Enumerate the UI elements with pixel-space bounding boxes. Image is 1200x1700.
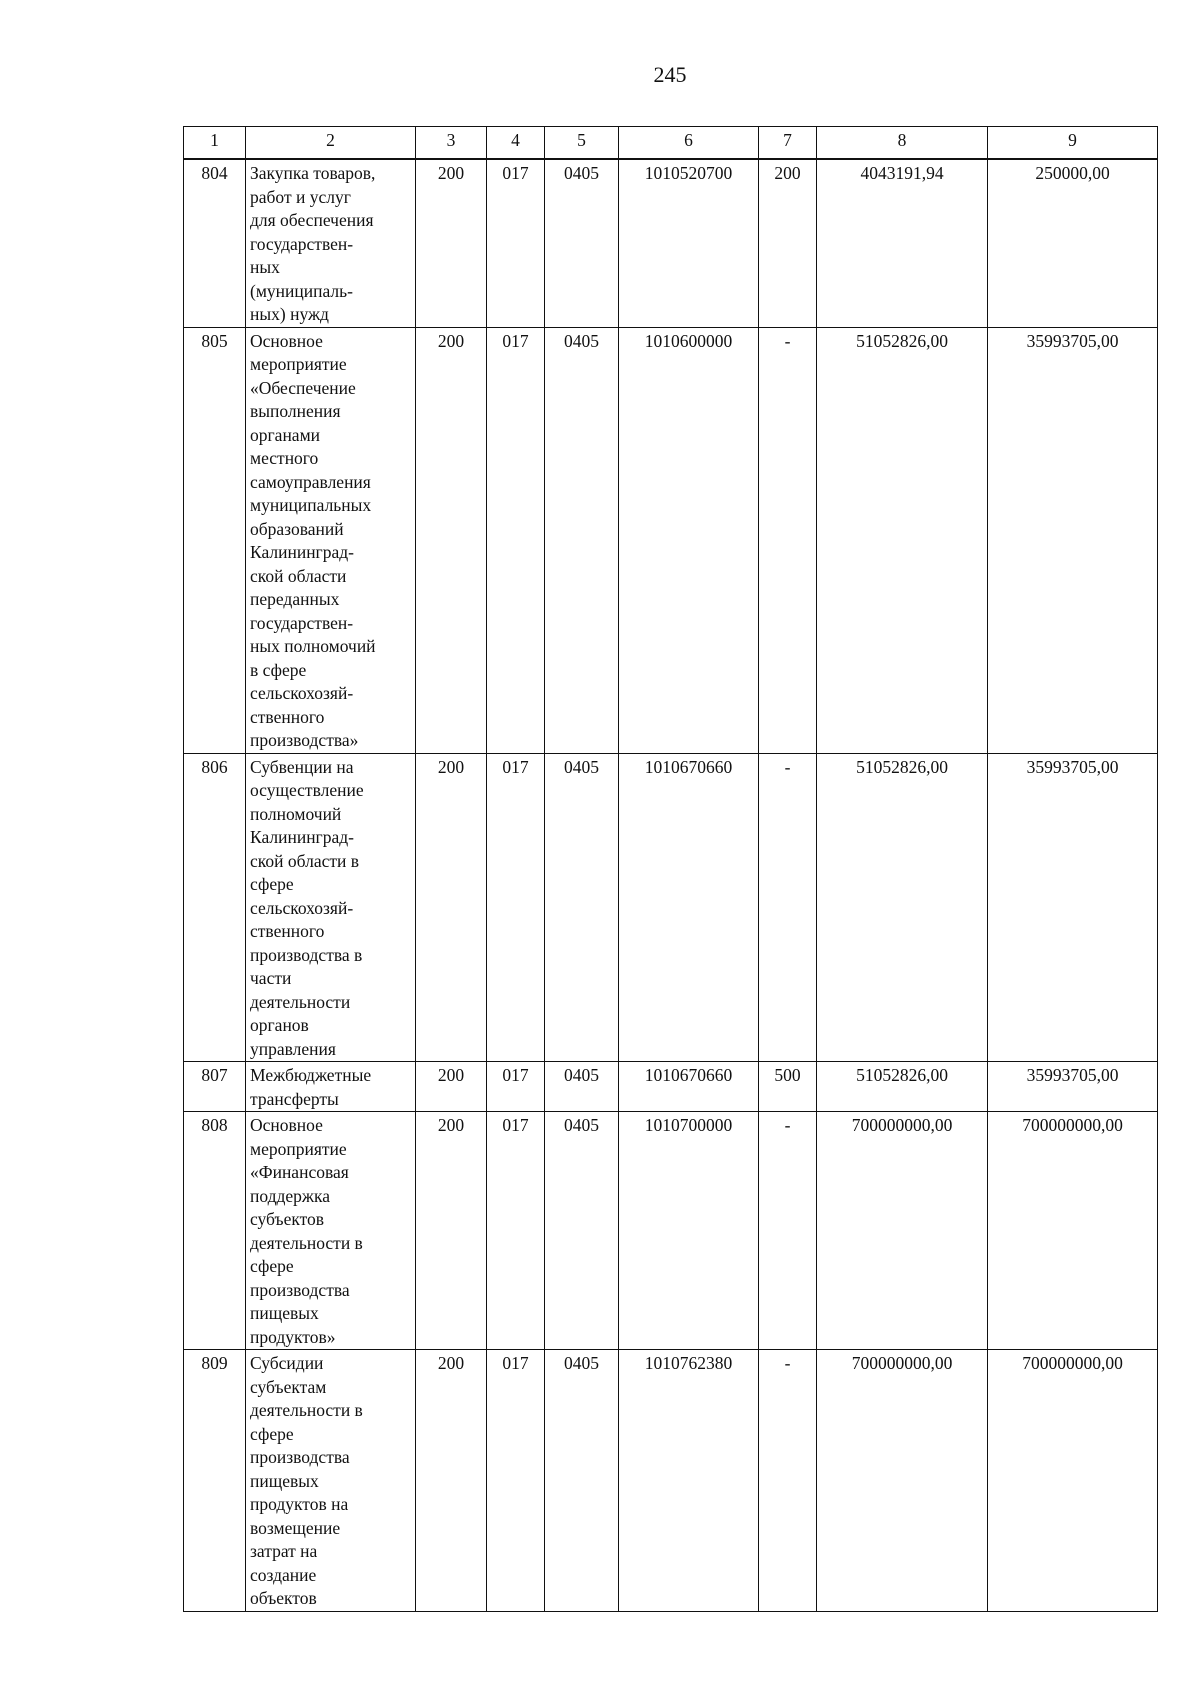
description-line: органов <box>250 1015 309 1035</box>
col-8-amount-cell: 4043191,94 <box>817 159 988 327</box>
budget-table <box>183 126 1158 1612</box>
col-8-amount-cell: 51052826,00 <box>817 1062 988 1112</box>
header-col-1: 1 <box>184 127 246 160</box>
description-line: Межбюджетные <box>250 1065 372 1085</box>
row-number-cell: 807 <box>184 1062 246 1112</box>
description-line: государствен- <box>250 612 354 633</box>
col-9-amount-cell: 700000000,00 <box>988 1112 1158 1350</box>
description-line: полномочий <box>250 803 342 824</box>
description-cell <box>246 327 416 753</box>
col-9-amount-cell: 700000000,00 <box>988 1350 1158 1612</box>
col-7-cell: - <box>759 1350 817 1612</box>
description-line: поддержка <box>250 1185 331 1206</box>
col-4-cell: 017 <box>487 327 545 753</box>
description-line: сельскохозяй- <box>250 683 354 703</box>
table-row <box>184 1350 1158 1612</box>
description-line: объектов <box>250 1588 317 1608</box>
col-5-cell: 0405 <box>545 1350 619 1612</box>
description-line: ных полномочий <box>250 636 376 656</box>
description-line: субъектов <box>250 1209 325 1229</box>
col-3-cell: 200 <box>416 327 487 753</box>
description-line: осуществление <box>250 780 364 800</box>
description-line: ственного <box>250 921 325 941</box>
col-9-amount-cell: 35993705,00 <box>988 327 1158 753</box>
description-line: деятельности в <box>250 1232 363 1253</box>
description-line: производства» <box>250 730 359 750</box>
col-7-cell: - <box>759 1112 817 1350</box>
description-line: переданных <box>250 589 340 609</box>
description-line: деятельности в <box>250 1400 363 1420</box>
description-line: сфере <box>250 1423 294 1444</box>
row-number-cell: 808 <box>184 1112 246 1350</box>
description-line: мероприятие <box>250 354 347 374</box>
description-line: части <box>250 968 292 988</box>
description-line: Субвенции на <box>250 756 354 777</box>
description-line: ных) нужд <box>250 304 329 324</box>
table-row <box>184 1062 1158 1112</box>
description-line: сфере <box>250 874 294 894</box>
col-5-cell: 0405 <box>545 1112 619 1350</box>
description-line: для обеспечения <box>250 210 374 230</box>
description-line: Калининград- <box>250 827 354 847</box>
col-8-amount-cell: 700000000,00 <box>817 1350 988 1612</box>
description-line: пищевых <box>250 1470 319 1491</box>
description-line: затрат на <box>250 1541 318 1561</box>
description-line: в сфере <box>250 659 307 680</box>
description-line: трансферты <box>250 1088 339 1109</box>
description-line: Субсидии <box>250 1353 324 1373</box>
description-line: продуктов» <box>250 1326 336 1347</box>
col-4-cell: 017 <box>487 753 545 1062</box>
description-line: производства <box>250 1279 350 1300</box>
description-line: органами <box>250 424 321 445</box>
description-line: самоуправления <box>250 471 371 492</box>
description-line: продуктов на <box>250 1494 349 1514</box>
description-line: государствен- <box>250 233 354 254</box>
col-6-cell: 1010700000 <box>619 1112 759 1350</box>
col-7-cell: 500 <box>759 1062 817 1112</box>
col-3-cell: 200 <box>416 753 487 1062</box>
col-3-cell: 200 <box>416 1112 487 1350</box>
col-4-cell: 017 <box>487 1062 545 1112</box>
header-col-2: 2 <box>246 127 416 160</box>
description-line: «Обеспечение <box>250 377 356 398</box>
col-5-cell: 0405 <box>545 1062 619 1112</box>
description-line: производства в <box>250 944 363 965</box>
col-8-amount-cell: 700000000,00 <box>817 1112 988 1350</box>
description-line: Основное <box>250 330 323 351</box>
row-number-cell: 804 <box>184 159 246 327</box>
description-cell <box>246 1350 416 1612</box>
col-4-cell: 017 <box>487 159 545 327</box>
row-number-cell: 806 <box>184 753 246 1062</box>
description-cell <box>246 159 416 327</box>
description-line: образований <box>250 518 344 539</box>
header-row <box>184 127 1158 160</box>
col-3-cell: 200 <box>416 1350 487 1612</box>
description-line: местного <box>250 448 319 468</box>
row-number-cell: 805 <box>184 327 246 753</box>
col-6-cell: 1010762380 <box>619 1350 759 1612</box>
description-line: Закупка товаров, <box>250 163 376 183</box>
col-7-cell: 200 <box>759 159 817 327</box>
description-line: муниципальных <box>250 495 372 515</box>
col-5-cell: 0405 <box>545 159 619 327</box>
description-line: сельскохозяй- <box>250 897 354 918</box>
col-4-cell: 017 <box>487 1112 545 1350</box>
col-4-cell: 017 <box>487 1350 545 1612</box>
col-6-cell: 1010670660 <box>619 753 759 1062</box>
col-9-amount-cell: 35993705,00 <box>988 1062 1158 1112</box>
description-line: «Финансовая <box>250 1162 349 1182</box>
description-line: субъектам <box>250 1376 327 1397</box>
description-line: Калининград- <box>250 542 354 562</box>
col-8-amount-cell: 51052826,00 <box>817 753 988 1062</box>
col-6-cell: 1010520700 <box>619 159 759 327</box>
description-line: выполнения <box>250 401 341 421</box>
page-number: 245 <box>653 62 687 87</box>
description-line: ственного <box>250 706 325 727</box>
description-line: мероприятие <box>250 1138 347 1159</box>
description-line: деятельности <box>250 991 351 1012</box>
col-7-cell: - <box>759 327 817 753</box>
table-row <box>184 159 1158 327</box>
header-col-6: 6 <box>619 127 759 160</box>
description-line: управления <box>250 1038 336 1059</box>
description-line: производства <box>250 1447 350 1467</box>
description-line: ской области в <box>250 850 360 871</box>
header-col-4: 4 <box>487 127 545 160</box>
description-line: работ и услуг <box>250 186 351 207</box>
table-row <box>184 1112 1158 1350</box>
header-col-5: 5 <box>545 127 619 160</box>
header-col-8: 8 <box>817 127 988 160</box>
header-col-7: 7 <box>759 127 817 160</box>
col-5-cell: 0405 <box>545 327 619 753</box>
col-9-amount-cell: 250000,00 <box>988 159 1158 327</box>
col-5-cell: 0405 <box>545 753 619 1062</box>
col-6-cell: 1010670660 <box>619 1062 759 1112</box>
description-cell <box>246 753 416 1062</box>
description-cell <box>246 1112 416 1350</box>
description-line: ской области <box>250 565 347 586</box>
header-col-9: 9 <box>988 127 1158 160</box>
description-line: создание <box>250 1564 317 1585</box>
table-row <box>184 753 1158 1062</box>
table-body <box>184 159 1158 1611</box>
col-3-cell: 200 <box>416 159 487 327</box>
col-6-cell: 1010600000 <box>619 327 759 753</box>
description-line: пищевых <box>250 1303 319 1323</box>
col-3-cell: 200 <box>416 1062 487 1112</box>
description-line: Основное <box>250 1115 323 1135</box>
col-8-amount-cell: 51052826,00 <box>817 327 988 753</box>
header-col-3: 3 <box>416 127 487 160</box>
description-line: возмещение <box>250 1517 341 1538</box>
description-line: ных <box>250 257 280 277</box>
description-line: (муниципаль- <box>250 280 353 301</box>
col-7-cell: - <box>759 753 817 1062</box>
col-9-amount-cell: 35993705,00 <box>988 753 1158 1062</box>
description-cell <box>246 1062 416 1112</box>
row-number-cell: 809 <box>184 1350 246 1612</box>
description-line: сфере <box>250 1256 294 1276</box>
table-row <box>184 327 1158 753</box>
